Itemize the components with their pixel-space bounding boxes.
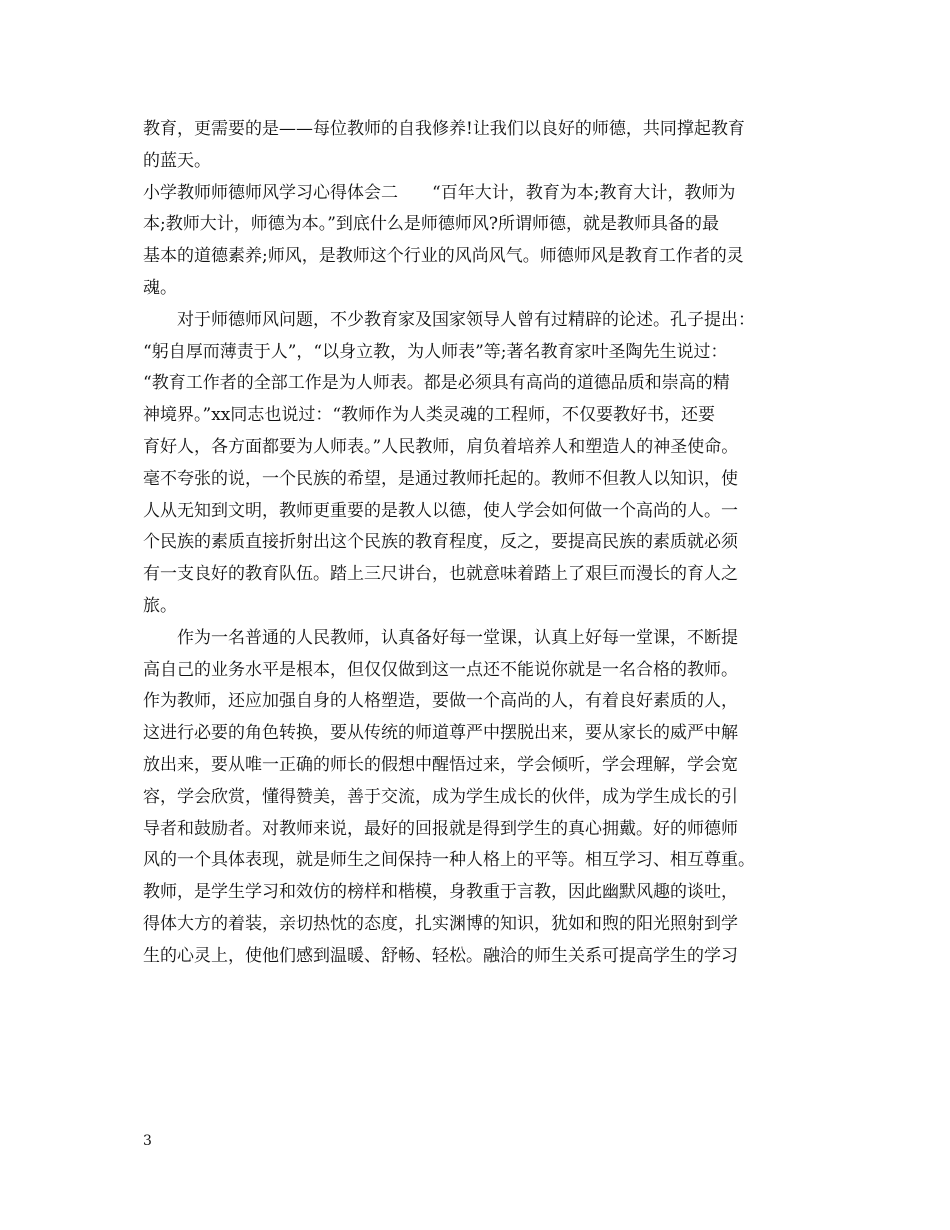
text-line: 对于师德师风问题，不少教育家及国家领导人曾有过精辟的论述。孔子提出： <box>143 309 755 330</box>
text-line: 个民族的素质直接折射出这个民族的教育程度，反之，要提高民族的素质就必须 <box>143 532 738 553</box>
text-line: “躬自厚而薄责于人”，“以身立教，为人师表”等;著名教育家叶圣陶先生说过： <box>143 341 728 362</box>
text-line: 育好人，各方面都要为人师表。”人民教师，肩负着培养人和塑造人的神圣使命。 <box>143 436 739 457</box>
text-line: “教育工作者的全部工作是为人师表。都是必须具有高尚的道德品质和崇高的精 <box>143 373 730 394</box>
body-text <box>143 114 823 973</box>
text-line: 旅。 <box>143 595 177 616</box>
text-line: 基本的道德素养;师风，是教师这个行业的风尚风气。师德师风是教育工作者的灵 <box>143 246 744 267</box>
text-line: 这进行必要的角色转换，要从传统的师道尊严中摆脱出来，要从家长的威严中解 <box>143 723 738 744</box>
text-line: 的蓝天。 <box>143 150 211 171</box>
text-line: 人从无知到文明，教师更重要的是教人以德，使人学会如何做一个高尚的人。一 <box>143 500 738 521</box>
text-line: 小学教师师德师风学习心得体会二 “百年大计，教育为本;教育大计，教师为 <box>143 182 736 203</box>
text-line: 得体大方的着装，亲切热忱的态度，扎实渊博的知识，犹如和煦的阳光照射到学 <box>143 913 738 934</box>
text-line: 教育，更需要的是——每位教师的自我修养!让我们以良好的师德，共同撑起教育 <box>143 119 745 139</box>
text-line: 导者和鼓励者。对教师来说，最好的回报就是得到学生的真心拥戴。好的师德师 <box>143 818 738 839</box>
text-line: 作为一名普通的人民教师，认真备好每一堂课，认真上好每一堂课，不断提 <box>143 627 738 648</box>
text-line: 作为教师，还应加强自身的人格塑造，要做一个高尚的人，有着良好素质的人， <box>143 691 738 712</box>
text-line: 毫不夸张的说，一个民族的希望，是通过教师托起的。教师不但教人以知识，使 <box>143 468 738 489</box>
text-line: 容，学会欣赏，懂得赞美，善于交流，成为学生成长的伙伴，成为学生成长的引 <box>143 786 738 807</box>
text-line: 魂。 <box>143 277 177 298</box>
text-line: 风的一个具体表现，就是师生之间保持一种人格上的平等。相互学习、相互尊重。 <box>143 850 755 871</box>
text-line: 生的心灵上，使他们感到温暖、舒畅、轻松。融洽的师生关系可提高学生的学习 <box>143 945 738 966</box>
page-number: 3 <box>143 1133 152 1149</box>
text-line: 高自己的业务水平是根本，但仅仅做到这一点还不能说你就是一名合格的教师。 <box>143 659 738 680</box>
text-line: 有一支良好的教育队伍。踏上三尺讲台，也就意味着踏上了艰巨而漫长的育人之 <box>143 564 738 585</box>
text-line: 放出来，要从唯一正确的师长的假想中醒悟过来，学会倾听，学会理解，学会宽 <box>143 754 738 775</box>
text-line: 教师，是学生学习和效仿的榜样和楷模，身教重于言教，因此幽默风趣的谈吐， <box>143 882 738 903</box>
text-line: 神境界。”xx同志也说过：“教师作为人类灵魂的工程师，不仅要教好书，还要 <box>143 405 716 426</box>
text-line: 本;教师大计，师德为本。”到底什么是师德师风?所谓师德，就是教师具备的最 <box>143 214 720 235</box>
